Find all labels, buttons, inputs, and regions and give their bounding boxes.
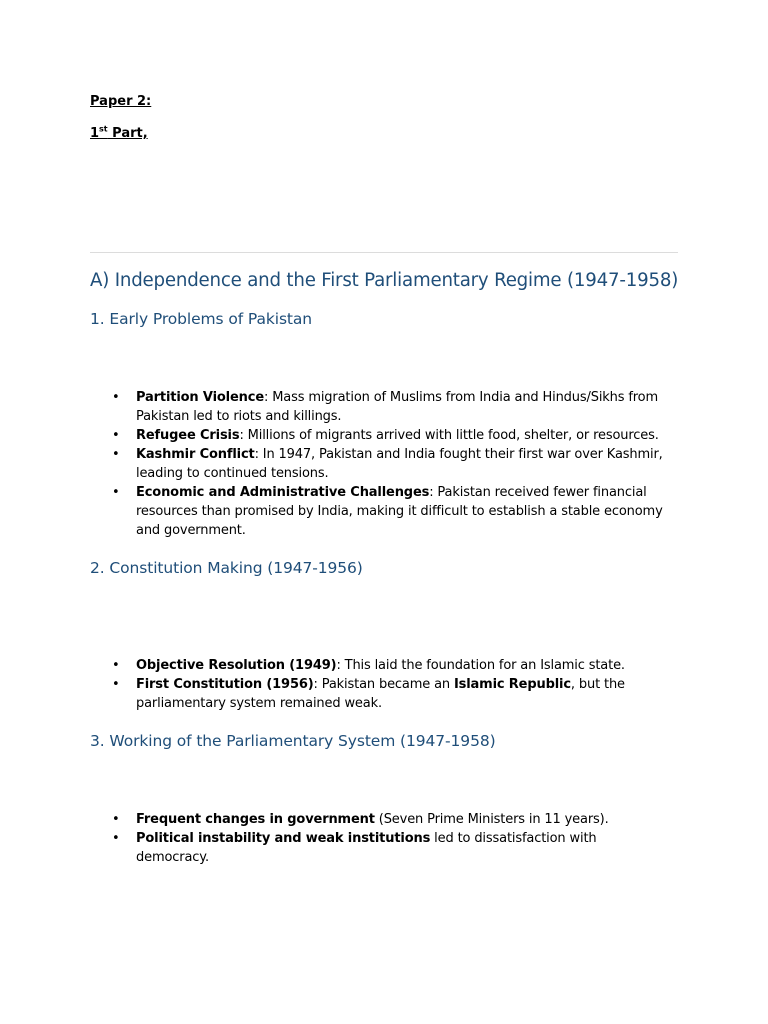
item-term: Frequent changes in government: [136, 812, 375, 827]
item-term: First Constitution (1956): [136, 677, 314, 692]
item-text: : Pakistan became an: [313, 677, 454, 692]
part-suffix: st: [99, 124, 108, 134]
item-term: Economic and Administrative Challenges: [136, 485, 430, 500]
horizontal-divider: [90, 252, 678, 253]
item-text: : Pakistan received fewer financial resources than promised by India, making it difficult to establish a stable economy and government.: [136, 485, 663, 538]
list-item: [90, 810, 670, 829]
part-text: Part,: [107, 126, 148, 141]
paper-label: Paper 2:: [90, 94, 152, 109]
bullet-icon: •: [112, 390, 120, 405]
list-item: [90, 483, 670, 540]
list-item: [90, 445, 670, 483]
list-item: [90, 388, 670, 426]
item-term: Political instability and weak institutions: [136, 831, 431, 846]
section-a-heading: A) Independence and the First Parliamentary Regime (1947-1958): [90, 270, 679, 291]
item-text: , but the parliamentary system remained weak.: [136, 677, 625, 711]
item-text: : Mass migration of Muslims from India and Hindus/Sikhs from Pakistan led to riots and killings.: [136, 390, 659, 424]
item-term: Kashmir Conflict: [136, 447, 255, 462]
list-item: [90, 675, 670, 713]
item-term: Partition Violence: [136, 390, 264, 405]
subsection-1-heading: 1. Early Problems of Pakistan: [90, 310, 313, 328]
item-text: : Millions of migrants arrived with little food, shelter, or resources.: [239, 428, 659, 443]
item-text: led to dissatisfaction with democracy.: [136, 831, 597, 865]
bullet-icon: •: [112, 831, 120, 846]
item-term: Refugee Crisis: [136, 428, 240, 443]
list-item: [90, 829, 670, 867]
list-item: [90, 426, 670, 445]
bullet-icon: •: [112, 812, 120, 827]
early-problems-list: [90, 388, 670, 540]
item-term: Objective Resolution (1949): [136, 658, 337, 673]
item-term-inline: Islamic Republic: [453, 677, 571, 692]
bullet-icon: •: [112, 485, 120, 500]
constitution-making-list: [90, 656, 670, 713]
part-number: 1: [90, 126, 100, 141]
bullet-icon: •: [112, 658, 120, 673]
list-item: [90, 656, 670, 675]
parliamentary-system-list: [90, 810, 670, 867]
part-label: [90, 126, 148, 141]
item-text: (Seven Prime Ministers in 11 years).: [374, 812, 609, 827]
bullet-icon: •: [112, 428, 120, 443]
item-text: : This laid the foundation for an Islamic state.: [336, 658, 625, 673]
bullet-icon: •: [112, 447, 120, 462]
bullet-icon: •: [112, 677, 120, 692]
subsection-2-heading: 2. Constitution Making (1947-1956): [90, 559, 363, 577]
subsection-3-heading: 3. Working of the Parliamentary System (1947-1958): [90, 732, 496, 750]
item-text: : In 1947, Pakistan and India fought their first war over Kashmir, leading to continued tensions.: [136, 447, 663, 481]
